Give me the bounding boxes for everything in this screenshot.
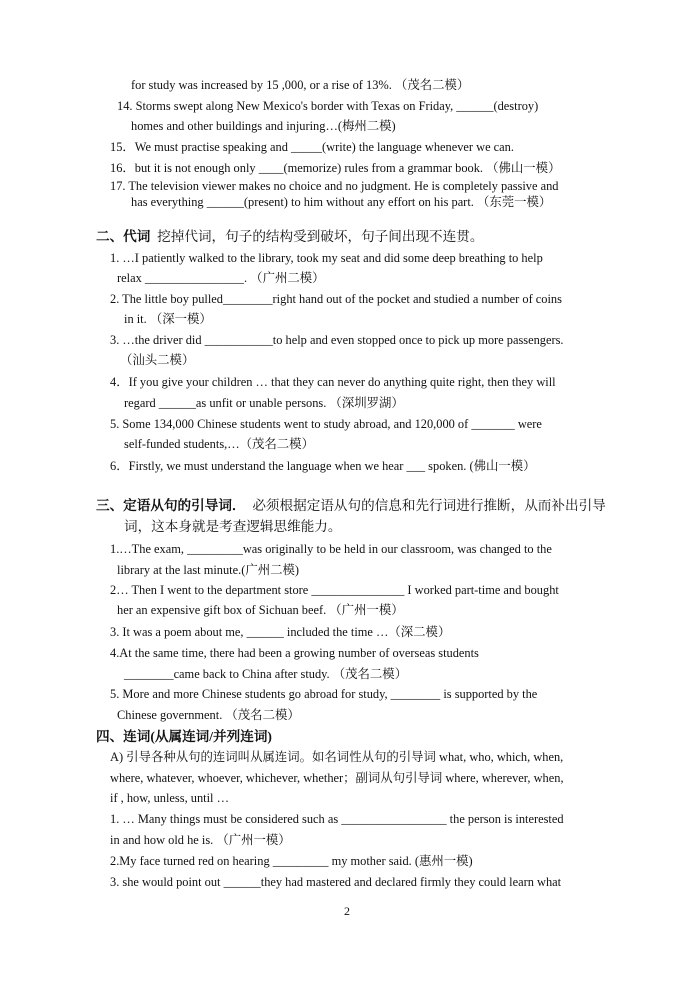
- section-title: 四、连词(从属连词/并列连词): [96, 729, 272, 744]
- text-line: homes and other buildings and injuring…(梅州二模): [131, 119, 396, 133]
- exercise-item: 3. …the driver did ___________to help and even stopped once to pick up more passengers.: [110, 333, 564, 347]
- section-heading-attributive-clause: [96, 497, 606, 514]
- exercise-item: 17. The television viewer makes no choice and no judgment. He is completely passive and: [110, 179, 559, 193]
- section-heading-pronoun: [96, 228, 483, 245]
- exercise-item: 15．We must practise speaking and _____(write) the language whenever we can.: [110, 140, 514, 154]
- text-line: where, whatever, whoever, whichever, whether；副词从句引导词 where, wherever, when,: [110, 771, 564, 785]
- exercise-item: 3. she would point out ______they had mastered and declared firmly they could learn what: [110, 875, 562, 889]
- text-line: regard ______as unfit or unable persons. （深圳罗湖）: [124, 396, 404, 410]
- exercise-item: 14. Storms swept along New Mexico's border with Texas on Friday, ______(destroy): [117, 99, 539, 113]
- exercise-item: 6．Firstly, we must understand the language when we hear ___ spoken. (佛山一模）: [110, 459, 536, 473]
- section-description-cont: 词，这本身就是考查逻辑思维能力。: [124, 519, 342, 534]
- section-title: 三、定语从句的引导词．: [96, 498, 246, 513]
- text-line: in it. （深一模）: [124, 312, 212, 326]
- text-line: relax ________________. （广州二模）: [117, 271, 325, 285]
- text-line: for study was increased by 15 ,000, or a rise of 13%. （茂名二模）: [131, 78, 470, 92]
- section-heading-conjunction: [96, 728, 272, 745]
- section-title: 二、代词: [96, 229, 151, 244]
- section-description: 必须根据定语从句的信息和先行词进行推断，从而补出引导: [252, 498, 606, 513]
- exercise-item: 1. … Many things must be considered such as _________________ the person is interested: [110, 812, 564, 826]
- exercise-item: 2… Then I went to the department store _______________ I worked part-time and bought: [110, 583, 559, 597]
- exercise-item: 4．If you give your children … that they can never do anything quite right, then they will: [110, 375, 556, 389]
- text-line: （汕头二模）: [120, 353, 195, 367]
- text-line: in and how old he is. （广州一模）: [110, 833, 291, 847]
- exercise-item: 2.My face turned red on hearing _________ my mother said. (惠州一模): [110, 854, 473, 868]
- exercise-item: 1.…The exam, _________was originally to be held in our classroom, was changed to the: [110, 542, 552, 556]
- text-line: her an expensive gift box of Sichuan beef. （广州一模）: [117, 603, 404, 617]
- text-line: has everything ______(present) to him without any effort on his part. （东莞一模）: [131, 195, 552, 209]
- exercise-item: 4.At the same time, there had been a growing number of overseas students: [110, 646, 479, 660]
- text-line: Chinese government. （茂名二模）: [117, 708, 300, 722]
- text-line: self-funded students,…（茂名二模）: [124, 437, 314, 451]
- text-line: A) 引导各种从句的连词叫从属连词。如名词性从句的引导词 what, who, which, when,: [110, 750, 564, 764]
- exercise-item: 2. The little boy pulled________right hand out of the pocket and studied a number of coins: [110, 292, 562, 306]
- section-description: 挖掉代词，句子的结构受到破坏，句子间出现不连贯。: [157, 229, 484, 244]
- text-line: library at the last minute.(广州二模): [117, 563, 300, 577]
- exercise-item: 3. It was a poem about me, ______ included the time …（深二模）: [110, 625, 451, 639]
- exercise-item: 16．but it is not enough only ____(memorize) rules from a grammar book. （佛山一模）: [110, 161, 561, 175]
- text-line: if , how, unless, until …: [110, 791, 229, 805]
- page-number: 2: [344, 904, 350, 918]
- text-line: ________came back to China after study. （茂名二模）: [124, 667, 408, 681]
- exercise-item: 5. Some 134,000 Chinese students went to study abroad, and 120,000 of _______ were: [110, 417, 542, 431]
- exercise-item: 1. …I patiently walked to the library, took my seat and did some deep breathing to help: [110, 251, 543, 265]
- exercise-item: 5. More and more Chinese students go abroad for study, ________ is supported by the: [110, 687, 538, 701]
